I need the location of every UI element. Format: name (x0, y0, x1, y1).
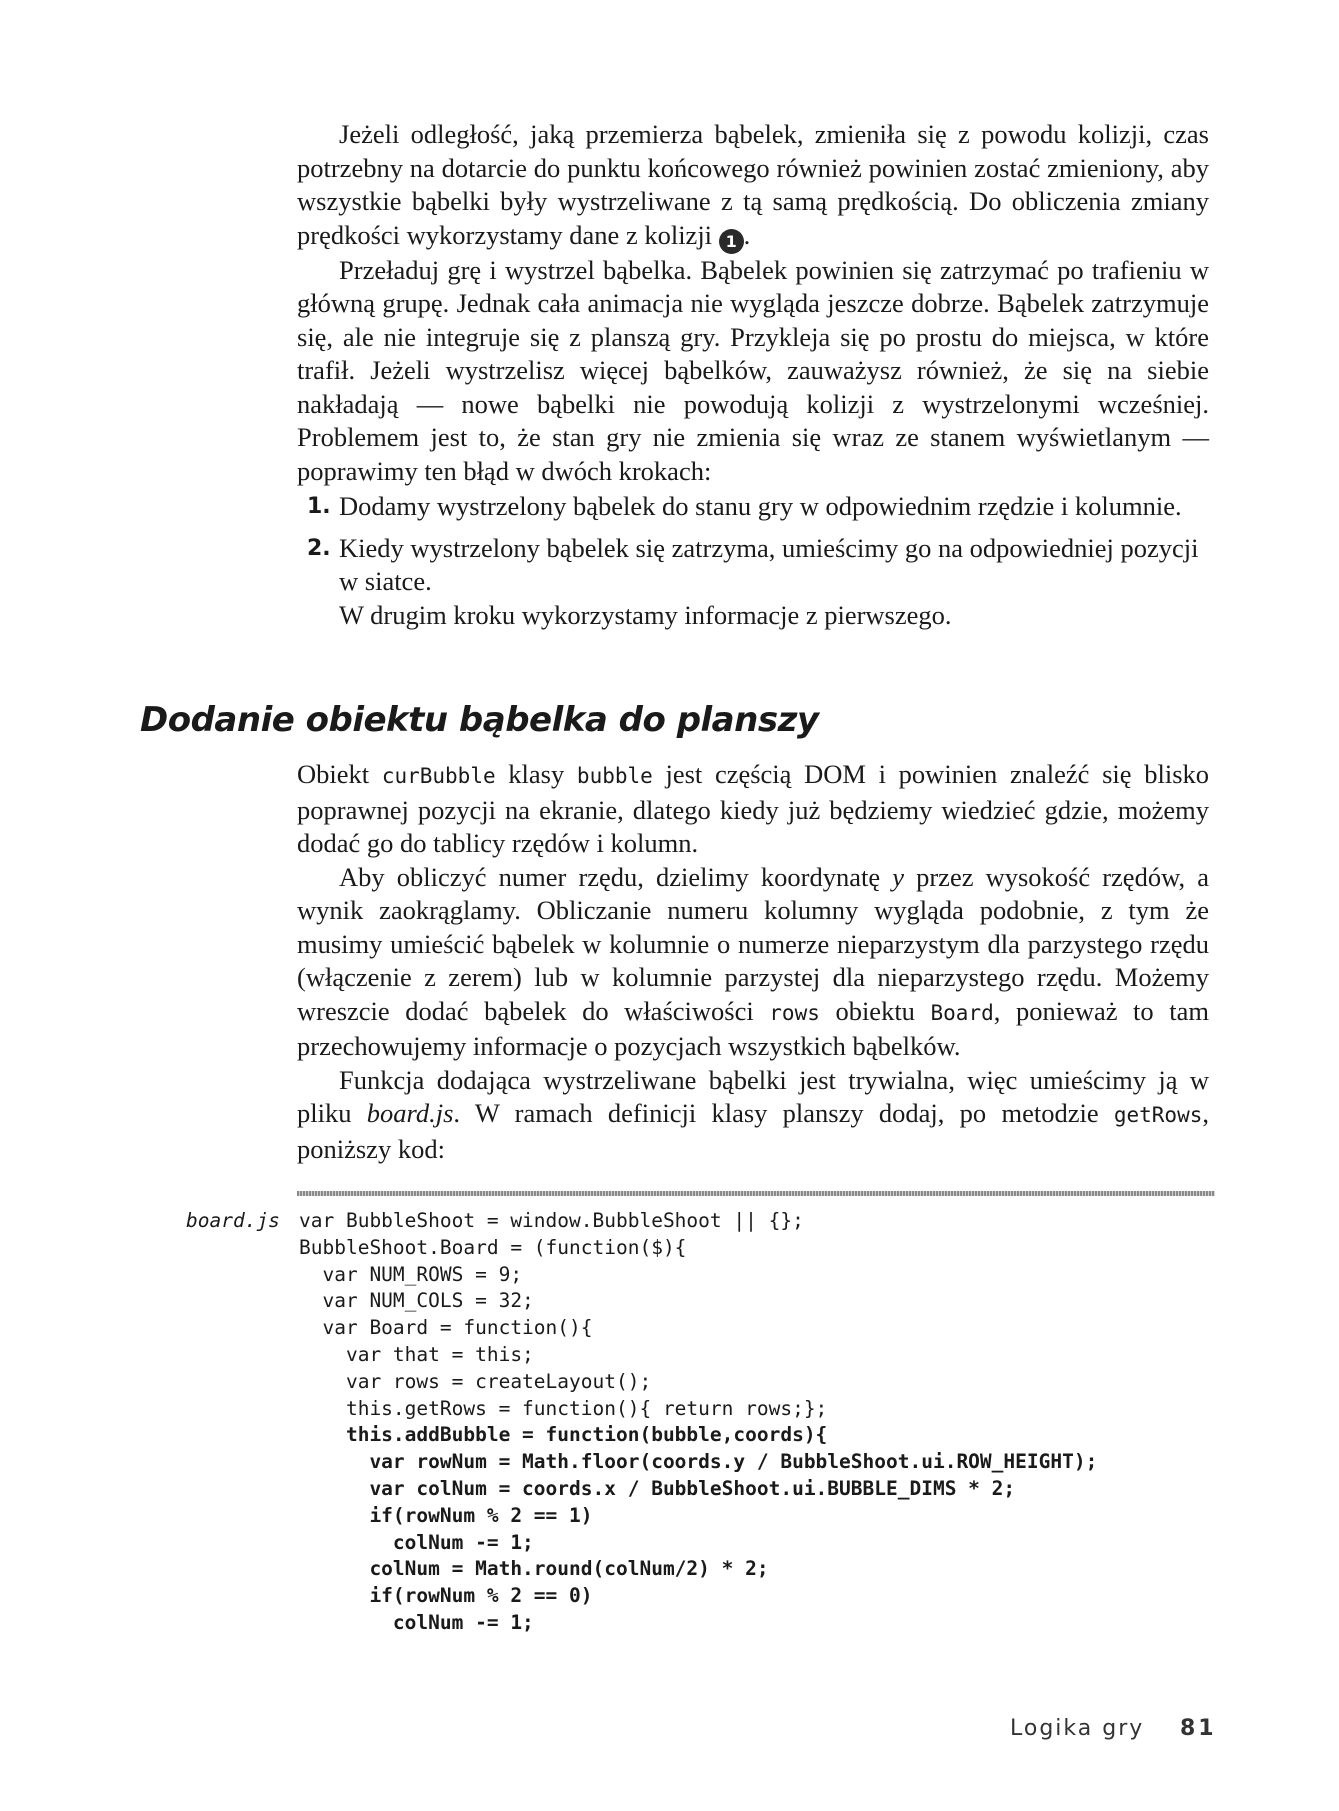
text-fragment: klasy (495, 759, 577, 789)
paragraph-row-number (297, 861, 1209, 1064)
inline-code-curbubble: curBubble (381, 764, 496, 788)
section-text-block (297, 758, 1209, 1166)
list-item-number: 2. (307, 535, 331, 561)
steps-list (297, 490, 1209, 632)
code-line: var colNum = coords.x / BubbleShoot.ui.BUBBLE_DIMS * 2; (299, 1476, 1016, 1500)
variable-y: y (892, 861, 904, 892)
paragraph-collision-speed (297, 118, 1209, 254)
code-line: var NUM_ROWS = 9; (299, 1262, 523, 1286)
paragraph-collision-speed-text: Jeżeli odległość, jaką przemierza bąbelek, zmieniła się z powodu kolizji, czas potrzebny na dotarcie do punktu końcowego również powinien zostać zmieniony, aby wszystkie bąbelki były wystrzeliwane z tą samą prędkością. Do obliczenia zmiany prędkości wykorzystamy dane z kolizji (297, 119, 1209, 250)
code-line: var BubbleShoot = window.BubbleShoot || {}; (299, 1209, 804, 1232)
code-line: var rows = createLayout(); (299, 1369, 652, 1393)
section-heading: Dodanie obiektu bąbelka do planszy (140, 700, 819, 740)
paragraph-add-function (297, 1064, 1209, 1167)
footer-page-number: 81 (1180, 1716, 1217, 1741)
inline-code-board: Board (930, 1000, 994, 1025)
text-fragment: . W ramach definicji klasy planszy dodaj, po metodzie (453, 1098, 1114, 1128)
text-fragment: Funkcja dodająca wystrzeliwane bąbelki jest trywialna, więc umieścimy ją w pliku (297, 1064, 1209, 1128)
text-fragment: , poniższy kod: (297, 1098, 1209, 1164)
text-fragment: Obiekt (297, 759, 382, 789)
code-line: var Board = function(){ (299, 1316, 593, 1340)
text-fragment: Aby obliczyć numer rzędu, dzielimy koordynatę (339, 861, 893, 892)
code-line: colNum -= 1; (299, 1530, 534, 1554)
code-line: if(rowNum % 2 == 0) (299, 1584, 593, 1608)
code-separator-rule (297, 1191, 1215, 1196)
intro-text-block (297, 118, 1209, 640)
paragraph-reload-game: Przeładuj grę i wystrzel bąbelka. Bąbelek powinien się zatrzymać po trafieniu w główną grupę. Jednak cała animacja nie wygląda jeszcze dobrze. Bąbelek zatrzymuje się, ale nie integruje się z planszą gry. Przykleja się po prostu do miejsca, w które trafił. Jeżeli wystrzelisz więcej bąbelków, zauważysz również, że się na siebie nakładają — nowe bąbelki nie powodują kolizji z wystrzelonymi wcześniej. Problemem jest to, że stan gry nie zmienia się wraz ze stanem wyświetlanym — poprawimy ten błąd w dwóch krokach: (297, 254, 1209, 486)
inline-code-getrows: getRows (1113, 1103, 1203, 1127)
code-line: this.getRows = function(){ return rows;}; (299, 1396, 828, 1420)
code-line: var rowNum = Math.floor(coords.y / BubbleShoot.ui.ROW_HEIGHT); (299, 1450, 1098, 1474)
code-line: if(rowNum % 2 == 1) (299, 1503, 593, 1527)
list-item (297, 490, 1209, 524)
code-line: this.addBubble = function(bubble,coords){ (299, 1423, 828, 1447)
list-item-text: Dodamy wystrzelony bąbelek do stanu gry w odpowiednim rzędzie i kolumnie. (339, 491, 1182, 521)
code-line: var that = this; (299, 1342, 534, 1366)
code-line: colNum -= 1; (299, 1610, 534, 1634)
inline-code-rows: rows (769, 1000, 820, 1025)
inline-code-bubble: bubble (576, 764, 653, 788)
footer-chapter-title: Logika gry (1010, 1716, 1145, 1741)
code-file-label: board.js (186, 1209, 280, 1232)
callout-suffix: . (743, 219, 751, 250)
paragraph-curbubble (297, 758, 1209, 861)
file-name-board-js: board.js (366, 1098, 454, 1128)
text-fragment: obiektu (819, 995, 931, 1026)
list-item (297, 532, 1209, 633)
list-item-continuation: W drugim kroku wykorzystamy informacje z pierwszego. (339, 599, 952, 630)
text-fragment: , ponieważ to tam przechowujemy informacje o pozycjach wszystkich bąbelków. (297, 995, 1209, 1061)
list-item-number: 1. (307, 494, 331, 519)
text-fragment: przez wysokość rzędów, a wynik zaokrąglamy. Obliczanie numeru kolumny wygląda podobnie, z tym że musimy umieścić bąbelek w kolumnie o numerze nieparzystym dla parzystego rzędu (włączenie z zerem) lub w kolumnie parzystej dla nieparzystego rzędu. Możemy wreszcie dodać bąbelek do właściwości (297, 861, 1209, 1026)
code-callout-icon: 1 (719, 229, 744, 254)
list-item-text: Kiedy wystrzelony bąbelek się zatrzyma, umieścimy go na odpowiedniej pozycji w siatce. (339, 532, 1199, 596)
code-listing (299, 1208, 1097, 1637)
text-fragment: jest częścią DOM i powinien znaleźć się blisko poprawnej pozycji na ekranie, dlatego kiedy już będziemy wiedzieć gdzie, możemy dodać go do tablicy rzędów i kolumn. (297, 759, 1210, 858)
code-line: colNum = Math.round(colNum/2) * 2; (299, 1557, 769, 1581)
code-line: var NUM_COLS = 32; (299, 1289, 534, 1313)
code-line: BubbleShoot.Board = (function($){ (299, 1235, 687, 1259)
